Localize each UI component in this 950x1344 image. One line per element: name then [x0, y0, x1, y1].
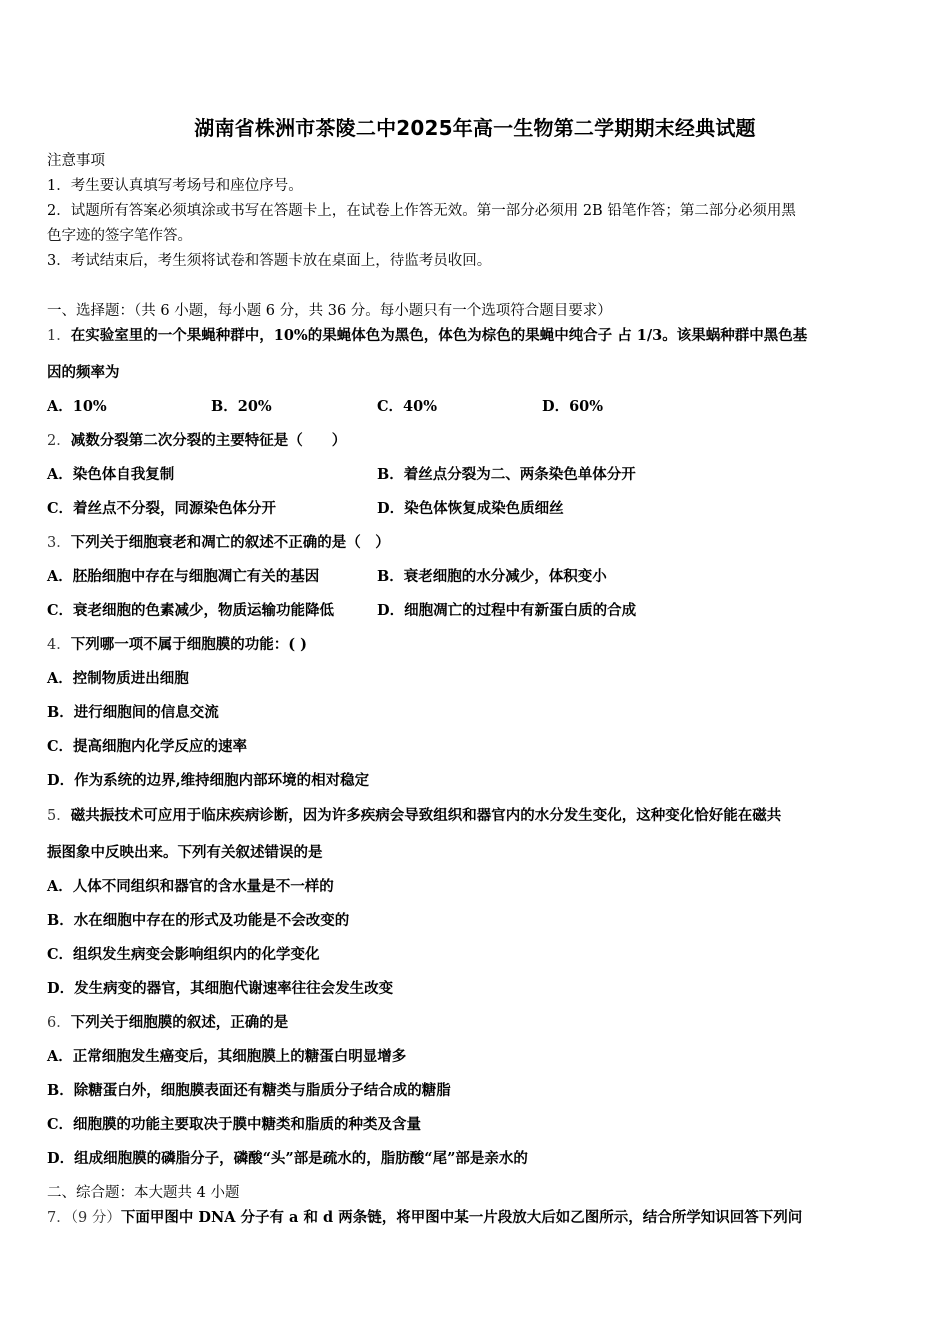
question-text: 下列关于细胞膜的叙述，正确的是	[70, 1014, 289, 1031]
question-7-stem	[47, 1208, 907, 1228]
question-2-stem	[47, 431, 907, 451]
question-number: 6．	[47, 1015, 71, 1031]
section1-heading: 一、选择题：（共 6 小题，每小题 6 分，共 36 分。每小题只有一个选项符合题目要求）	[47, 303, 612, 319]
option-c[interactable]: C．衰老细胞的色素减少，物质运输功能降低	[47, 602, 335, 619]
question-5-stem	[47, 806, 907, 826]
question-number: 3．	[47, 535, 71, 551]
option-c[interactable]: C．组织发生病变会影响组织内的化学变化	[47, 946, 320, 963]
option-d[interactable]: D．染色体恢复成染色质细丝	[377, 500, 564, 517]
question-number: 7．	[47, 1210, 71, 1226]
option-d[interactable]: D．细胞凋亡的过程中有新蛋白质的合成	[377, 602, 637, 619]
option-b[interactable]: B．水在细胞中存在的形式及功能是不会改变的	[47, 912, 350, 929]
option-d[interactable]: D．60%	[542, 398, 604, 415]
question-3-stem	[47, 533, 907, 553]
question-text: 磁共振技术可应用于临床疾病诊断，因为许多疾病会导致组织和器官内的水分发生变化，这种变化恰好能在磁共	[70, 807, 782, 824]
option-a[interactable]: A．胚胎细胞中存在与细胞凋亡有关的基因	[47, 568, 320, 585]
question-4-stem	[47, 635, 907, 655]
question-score: （9 分）	[70, 1210, 121, 1226]
question-1-stem-cont: 因的频率为	[47, 364, 120, 381]
question-text: 下列关于细胞衰老和凋亡的叙述不正确的是（ ）	[70, 534, 390, 551]
section2-heading: 二、综合题：本大题共 4 小题	[47, 1185, 240, 1201]
notice-item: 2．试题所有答案必须填涂或书写在答题卡上，在试卷上作答无效。第一部分必须用 2B 铅笔作答；第二部分必须用黑	[47, 203, 796, 219]
question-text: 在实验室里的一个果蝇种群中，10%的果蝇体色为黑色，体色为棕色的果蝇中纯合子 占 1/3。该果蜗种群中黑色基	[70, 327, 808, 344]
option-c[interactable]: C．提高细胞内化学反应的速率	[47, 738, 248, 755]
question-1-stem	[47, 326, 907, 346]
option-a[interactable]: A．正常细胞发生癌变后，其细胞膜上的糖蛋白明显增多	[47, 1048, 407, 1065]
option-d[interactable]: D．作为系统的边界,维持细胞内部环境的相对稳定	[47, 772, 370, 789]
option-b[interactable]: B．除糖蛋白外，细胞膜表面还有糖类与脂质分子结合成的糖脂	[47, 1082, 451, 1099]
question-6-stem	[47, 1013, 907, 1033]
notice-heading: 注意事项	[47, 153, 105, 169]
question-number: 2．	[47, 433, 71, 449]
option-b[interactable]: B．着丝点分裂为二、两条染色单体分开	[377, 466, 636, 483]
option-b[interactable]: B．进行细胞间的信息交流	[47, 704, 219, 721]
option-b[interactable]: B．衰老细胞的水分减少，体积变小	[377, 568, 607, 585]
question-number: 5．	[47, 808, 71, 824]
option-d[interactable]: D．组成细胞膜的磷脂分子，磷酸“头”部是疏水的，脂肪酸“尾”部是亲水的	[47, 1150, 528, 1167]
option-a[interactable]: A．染色体自我复制	[47, 466, 175, 483]
option-a[interactable]: A．10%	[47, 398, 107, 415]
option-a[interactable]: A．人体不同组织和器官的含水量是不一样的	[47, 878, 334, 895]
page-title: 湖南省株洲市茶陵二中2025年高一生物第二学期期末经典试题	[194, 116, 756, 140]
notice-item: 1．考生要认真填写考场号和座位序号。	[47, 178, 303, 194]
question-text: 减数分裂第二次分裂的主要特征是（ ）	[70, 432, 347, 449]
option-d[interactable]: D．发生病变的器官，其细胞代谢速率往往会发生改变	[47, 980, 394, 997]
question-text: 下列哪一项不属于细胞膜的功能：( )	[70, 636, 308, 653]
notice-item: 3．考试结束后，考生须将试卷和答题卡放在桌面上，待监考员收回。	[47, 253, 492, 269]
question-number: 1．	[47, 328, 71, 344]
option-a[interactable]: A．控制物质进出细胞	[47, 670, 189, 687]
option-c[interactable]: C．40%	[377, 398, 437, 415]
option-c[interactable]: C．细胞膜的功能主要取决于膜中糖类和脂质的种类及含量	[47, 1116, 422, 1133]
option-b[interactable]: B．20%	[211, 398, 272, 415]
question-5-stem-cont: 振图象中反映出来。下列有关叙述错误的是	[47, 844, 323, 861]
notice-item: 色字迹的签字笔作答。	[47, 228, 192, 244]
question-text: 下面甲图中 DNA 分子有 a 和 d 两条链，将甲图中某一片段放大后如乙图所示，结合所学知识回答下列问	[120, 1209, 803, 1226]
option-c[interactable]: C．着丝点不分裂，同源染色体分开	[47, 500, 277, 517]
question-number: 4．	[47, 637, 71, 653]
